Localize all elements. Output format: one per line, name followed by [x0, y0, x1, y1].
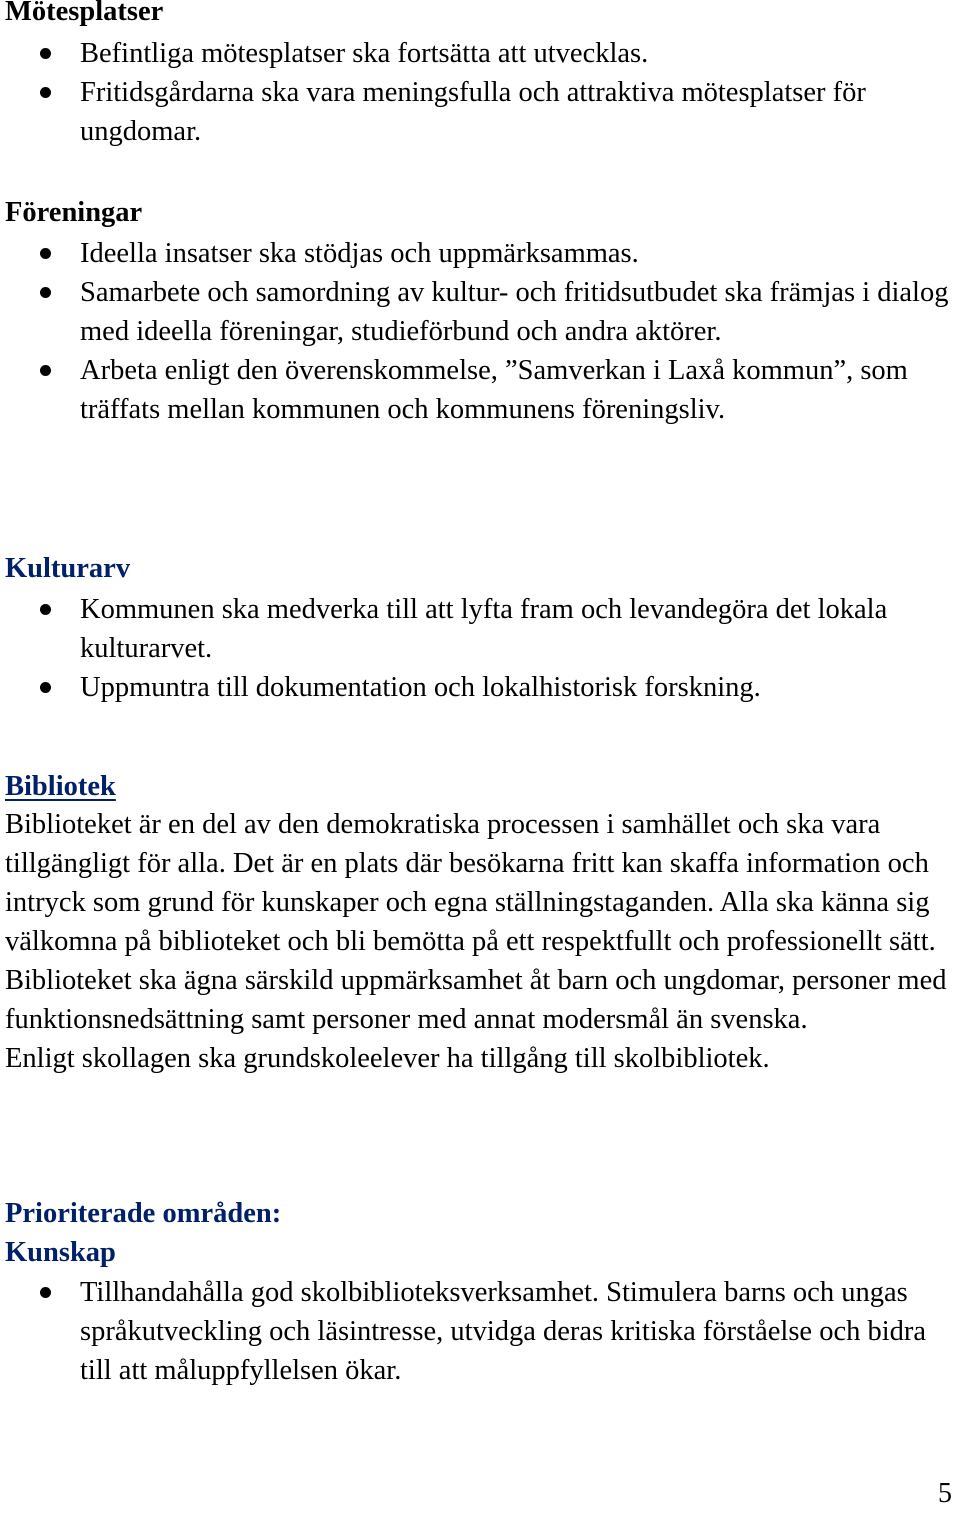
list-item-text: Ideella insatser ska stödjas och uppmärksammas. [80, 238, 639, 269]
list-motesplatser [0, 34, 954, 151]
list-item [0, 34, 954, 73]
list-item-text: Fritidsgårdarna ska vara meningsfulla och attraktiva mötesplatser för ungdomar. [80, 77, 866, 147]
heading-kulturarv: Kulturarv [5, 553, 131, 584]
paragraph: Enligt skollagen ska grundskoleelever ha tillgång till skolbibliotek. [5, 1043, 770, 1074]
paragraph: Biblioteket är en del av den demokratiska processen i samhället och ska vara tillgängligt för alla. Det är en plats där besökarna fritt kan skaffa information och intryck som grund för kunskaper och egna ställningstaganden. Alla ska känna sig välkomna på biblioteket och bli bemötta på ett respektfullt och professionellt sätt. [5, 809, 936, 957]
list-kunskap [0, 1273, 954, 1390]
list-item-text: Kommunen ska medverka till att lyfta fram och levandegöra det lokala kulturarvet. [80, 594, 888, 664]
bullet-icon [40, 248, 51, 259]
list-item [0, 273, 954, 351]
bullet-icon [40, 48, 51, 59]
page-number: 5 [938, 1478, 952, 1509]
bullet-icon [40, 604, 51, 615]
heading-motesplatser: Mötesplatser [5, 0, 164, 27]
bullet-icon [40, 682, 51, 693]
list-item [0, 351, 954, 429]
bullet-icon [40, 1287, 51, 1298]
list-item [0, 668, 954, 707]
heading-bibliotek: Bibliotek [5, 771, 116, 802]
list-kulturarv [0, 590, 954, 707]
list-item-text: Tillhandahålla god skolbiblioteksverksamhet. Stimulera barns och ungas språkutveckling och läsintresse, utvidga deras kritiska förståelse och bidra till att måluppfyllelsen ökar. [80, 1277, 927, 1386]
bibliotek-body [5, 805, 954, 1078]
bullet-icon [40, 287, 51, 298]
list-item-text: Befintliga mötesplatser ska fortsätta att utvecklas. [80, 38, 649, 69]
list-item [0, 590, 954, 668]
list-item [0, 73, 954, 151]
list-item [0, 1273, 954, 1390]
paragraph: Biblioteket ska ägna särskild uppmärksamhet åt barn och ungdomar, personer med funktionsnedsättning samt personer med annat modersmål än svenska. [5, 965, 947, 1035]
list-item-text: Uppmuntra till dokumentation och lokalhistorisk forskning. [80, 672, 761, 703]
list-item [0, 234, 954, 273]
bullet-icon [40, 365, 51, 376]
bullet-icon [40, 87, 51, 98]
subheading-kunskap: Kunskap [5, 1237, 116, 1268]
list-item-text: Arbeta enligt den överenskommelse, ”Samverkan i Laxå kommun”, som träffats mellan kommunen och kommunens föreningsliv. [80, 355, 908, 425]
list-item-text: Samarbete och samordning av kultur- och fritidsutbudet ska främjas i dialog med ideella föreningar, studieförbund och andra aktörer. [80, 277, 949, 347]
list-foreningar [0, 234, 954, 429]
heading-prioriterade: Prioriterade områden: [5, 1198, 282, 1229]
heading-foreningar: Föreningar [5, 197, 143, 228]
